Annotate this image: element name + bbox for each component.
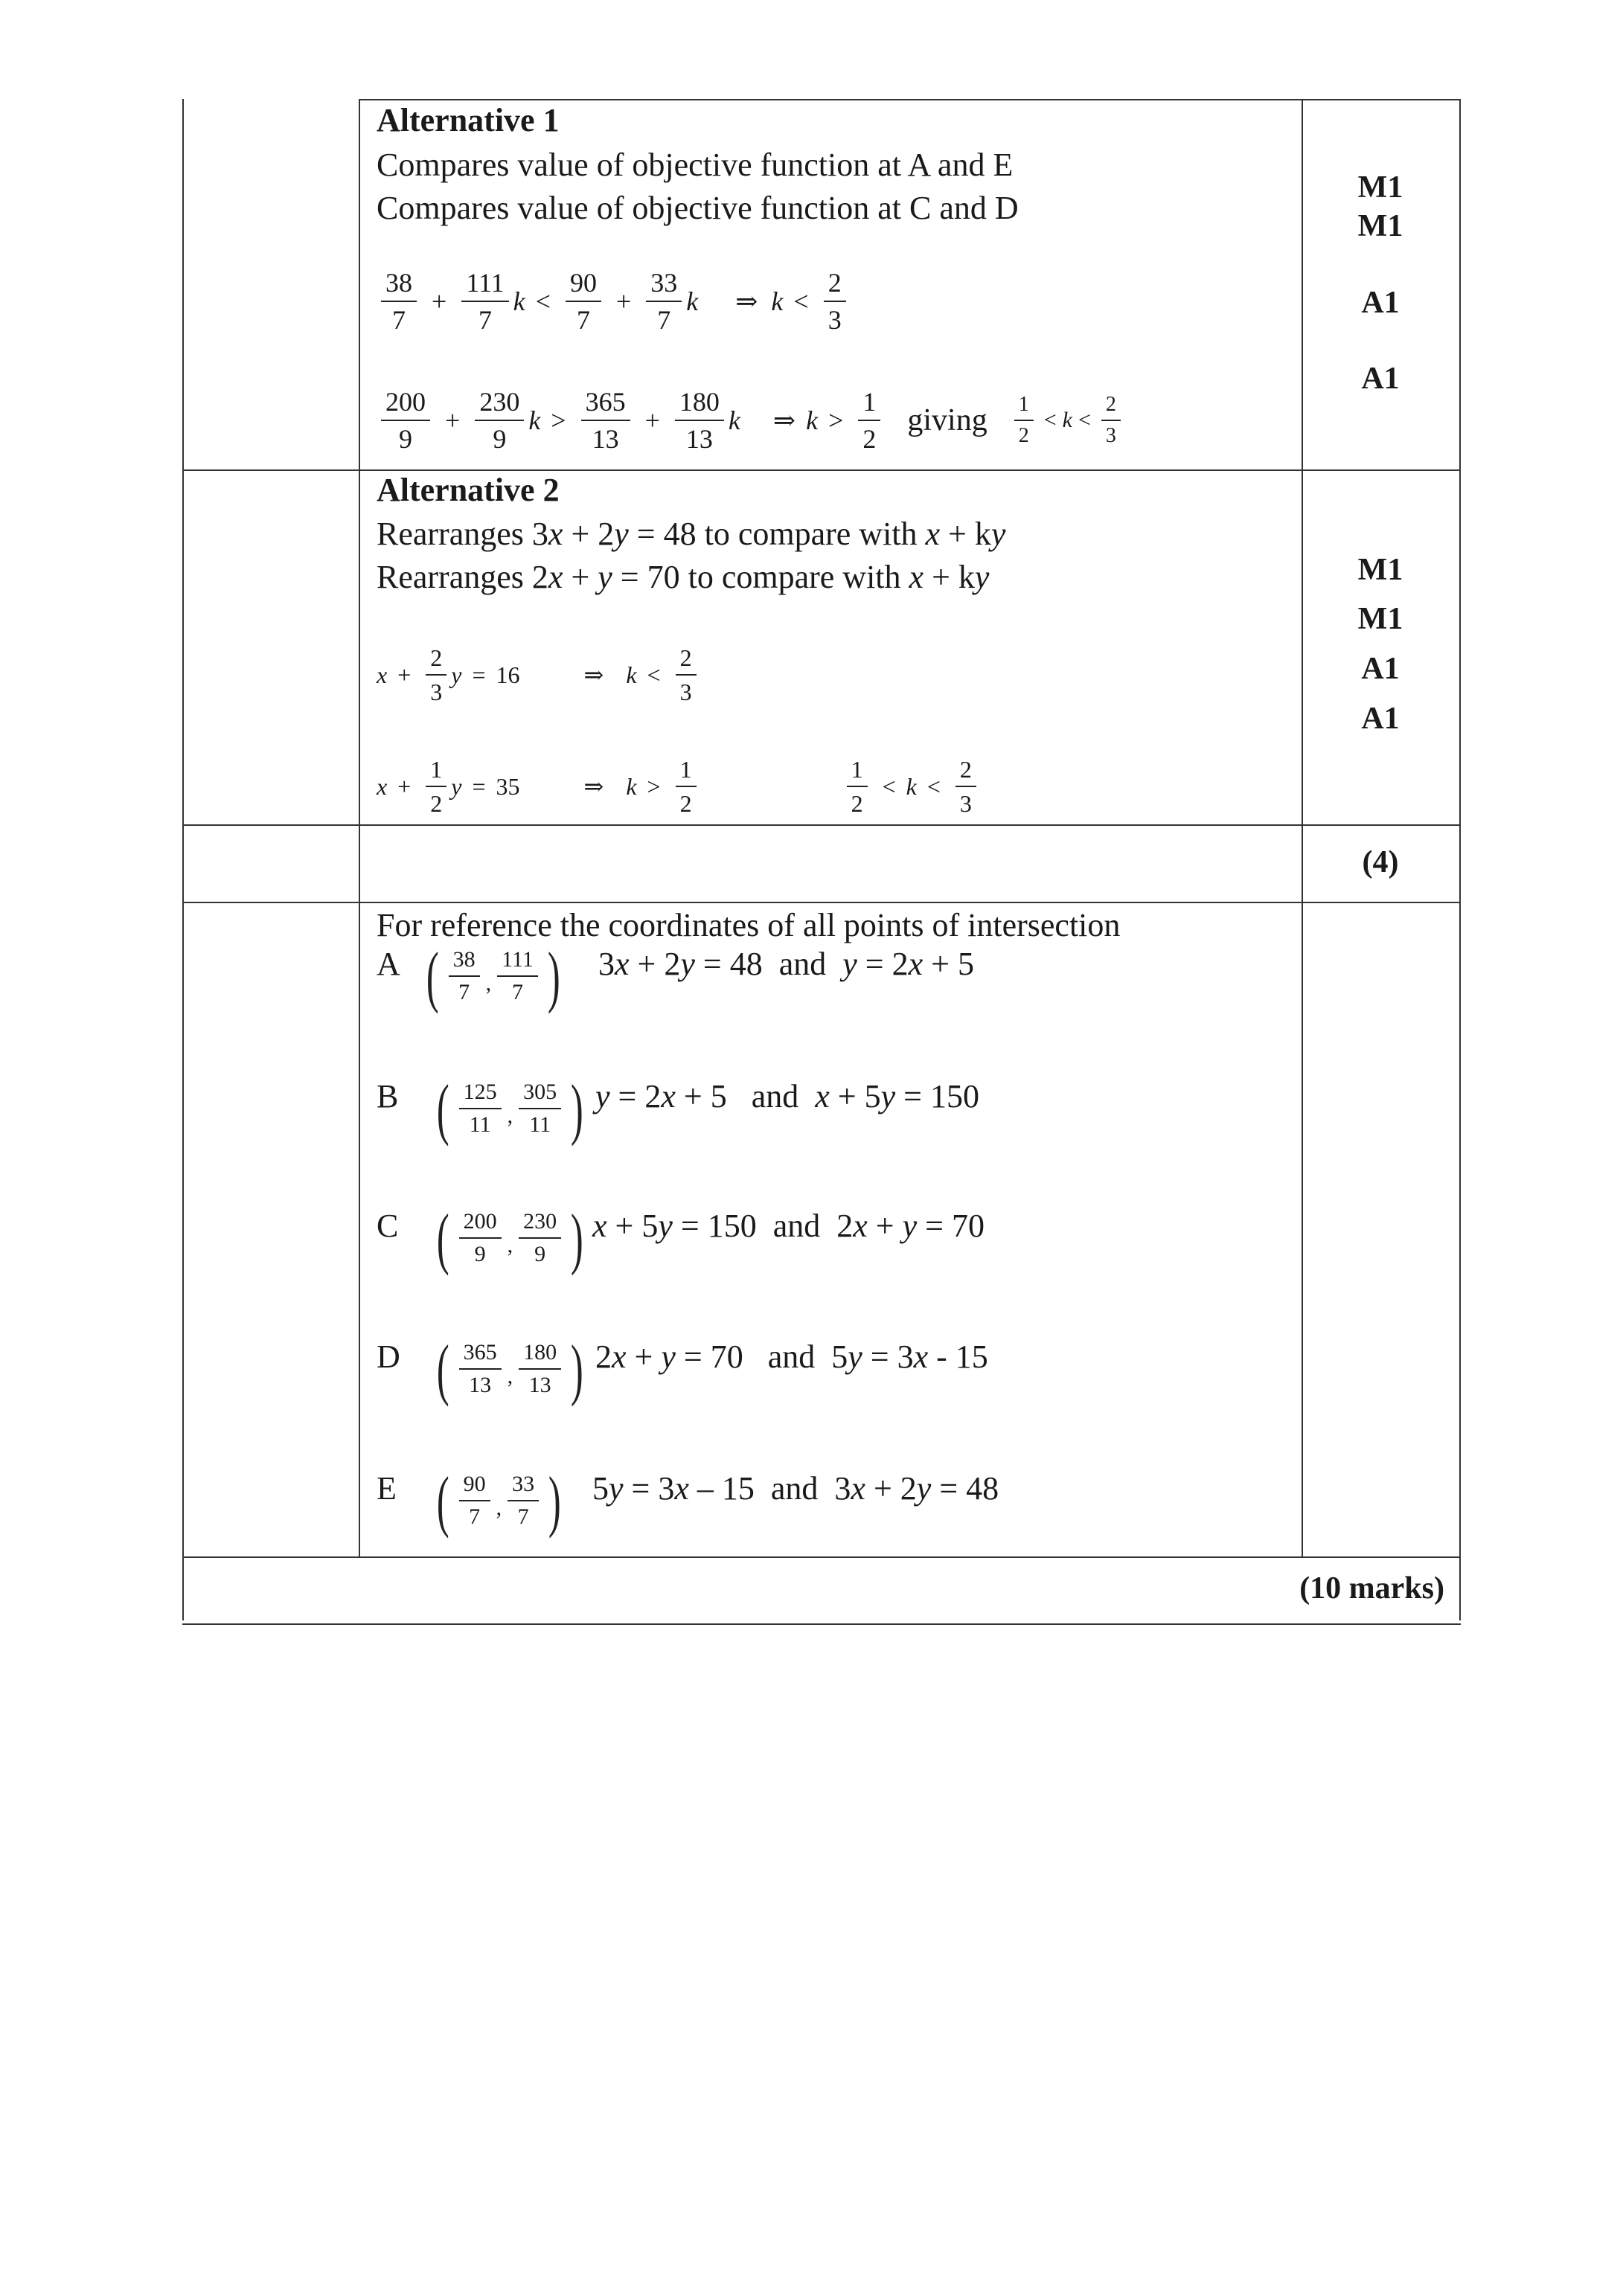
alt1-line-2: Compares value of objective function at C and D <box>377 190 1019 226</box>
fraction: $\frac{1}{2}$ <box>426 757 446 815</box>
fraction: $\frac{1}{2}$ <box>676 757 697 815</box>
fraction: $\frac{38}{7}$ <box>381 269 417 333</box>
fraction: $\frac{2}{3}$ <box>426 646 446 704</box>
left-border <box>182 99 184 1620</box>
fraction: $\frac{2}{3}$ <box>955 757 976 815</box>
alt1-equation-1: $\frac{38}{7}$ + $\frac{111}{7}$ k < $\frac{90}{7}$ + $\frac{33}{7}$ k ⇒ k < $\frac{2}{3}$ <box>377 268 851 335</box>
point-coordinates: ( $\frac{90}{7}$ , $\frac{33}{7}$ ) <box>436 1463 561 1539</box>
point-equations: 5y = 3x – 15 and 3x + 2y = 48 <box>592 1470 999 1507</box>
alt2-mark-1: M1 <box>1357 553 1403 587</box>
reference-heading: For reference the coordinates of all points of intersection <box>377 907 1121 943</box>
point-equations: 2x + y = 70 and 5y = 3x - 15 <box>595 1338 988 1375</box>
fraction: $\frac{33}{7}$ <box>646 269 682 333</box>
subtotal-marks: (4) <box>1362 845 1399 879</box>
point-coordinates: ( $\frac{365}{13}$ , $\frac{180}{13}$ ) <box>436 1331 583 1407</box>
fraction: $\frac{200}{9}$ <box>381 388 430 452</box>
right-border <box>1459 99 1461 1620</box>
alt2-mark-2: M1 <box>1357 602 1403 636</box>
fraction: $\frac{2}{3}$ <box>1101 394 1121 446</box>
alt1-mark-3: A1 <box>1361 286 1400 320</box>
point-label: B <box>377 1078 399 1115</box>
alt1-line-1: Compares value of objective function at A and E <box>377 147 1014 183</box>
fraction: $\frac{2}{3}$ <box>824 269 846 333</box>
row-border-1 <box>182 469 1461 471</box>
point-label: C <box>377 1208 399 1244</box>
point-equations: 3x + 2y = 48 and y = 2x + 5 <box>598 946 974 982</box>
point-label: A <box>377 946 400 982</box>
fraction: $\frac{111}{7}$ <box>461 269 508 333</box>
row-border-bottom <box>182 1623 1461 1625</box>
fraction: $\frac{1}{2}$ <box>858 388 880 452</box>
alt1-heading: Alternative 1 <box>377 102 560 138</box>
alt1-mark-2: M1 <box>1357 209 1403 243</box>
fraction: $\frac{230}{9}$ <box>475 388 524 452</box>
alt1-mark-4: A1 <box>1361 362 1400 396</box>
fraction: $\frac{365}{13}$ <box>581 388 630 452</box>
alt1-mark-1: M1 <box>1357 170 1403 205</box>
row-border-top <box>359 99 1461 100</box>
fraction: $\frac{1}{2}$ <box>1014 394 1034 446</box>
alt2-line-1: Rearranges 3x + 2y = 48 to compare with x + ky <box>377 516 1006 552</box>
row-border-3 <box>182 902 1461 903</box>
row-border-2 <box>182 824 1461 826</box>
total-marks: (10 marks) <box>1299 1571 1444 1606</box>
point-label: D <box>377 1338 400 1375</box>
alt2-equation-2: x + $\frac{1}{2}$ y = 35 ⇒ k > $\frac{1}{2}$ $\frac{1}{2}$ < k < $\frac{2}{3}$ <box>377 753 981 820</box>
col2-left-border <box>359 99 360 1558</box>
fraction: $\frac{90}{7}$ <box>566 269 601 333</box>
point-coordinates: ( $\frac{200}{9}$ , $\frac{230}{9}$ ) <box>436 1200 583 1276</box>
alt2-mark-4: A1 <box>1361 702 1400 736</box>
point-equations: x + 5y = 150 and 2x + y = 70 <box>592 1208 985 1244</box>
fraction: $\frac{2}{3}$ <box>676 646 697 704</box>
point-equations: y = 2x + 5 and x + 5y = 150 <box>595 1078 979 1115</box>
point-label: E <box>377 1470 397 1507</box>
alt1-equation-2: $\frac{200}{9}$ + $\frac{230}{9}$ k > $\frac{365}{13}$ + $\frac{180}{13}$ k ⇒ k > $\frac{1}{2}$ giving $\frac{1}{2}$ < k < $\frac{2}{3}$ <box>377 387 1125 454</box>
row-border-4 <box>182 1556 1461 1558</box>
alt2-heading: Alternative 2 <box>377 472 560 508</box>
point-coordinates: ( $\frac{125}{11}$ , $\frac{305}{11}$ ) <box>436 1071 583 1147</box>
col3-left-border <box>1302 99 1303 1558</box>
fraction: $\frac{1}{2}$ <box>847 757 868 815</box>
alt2-mark-3: A1 <box>1361 652 1400 686</box>
alt2-line-2: Rearranges 2x + y = 70 to compare with x + ky <box>377 559 990 595</box>
giving-text: giving <box>907 403 987 437</box>
fraction: $\frac{180}{13}$ <box>675 388 724 452</box>
point-coordinates: ( $\frac{38}{7}$ , $\frac{111}{7}$ ) <box>426 938 560 1014</box>
alt2-equation-1: x + $\frac{2}{3}$ y = 16 ⇒ k < $\frac{2}{3}$ <box>377 641 701 708</box>
